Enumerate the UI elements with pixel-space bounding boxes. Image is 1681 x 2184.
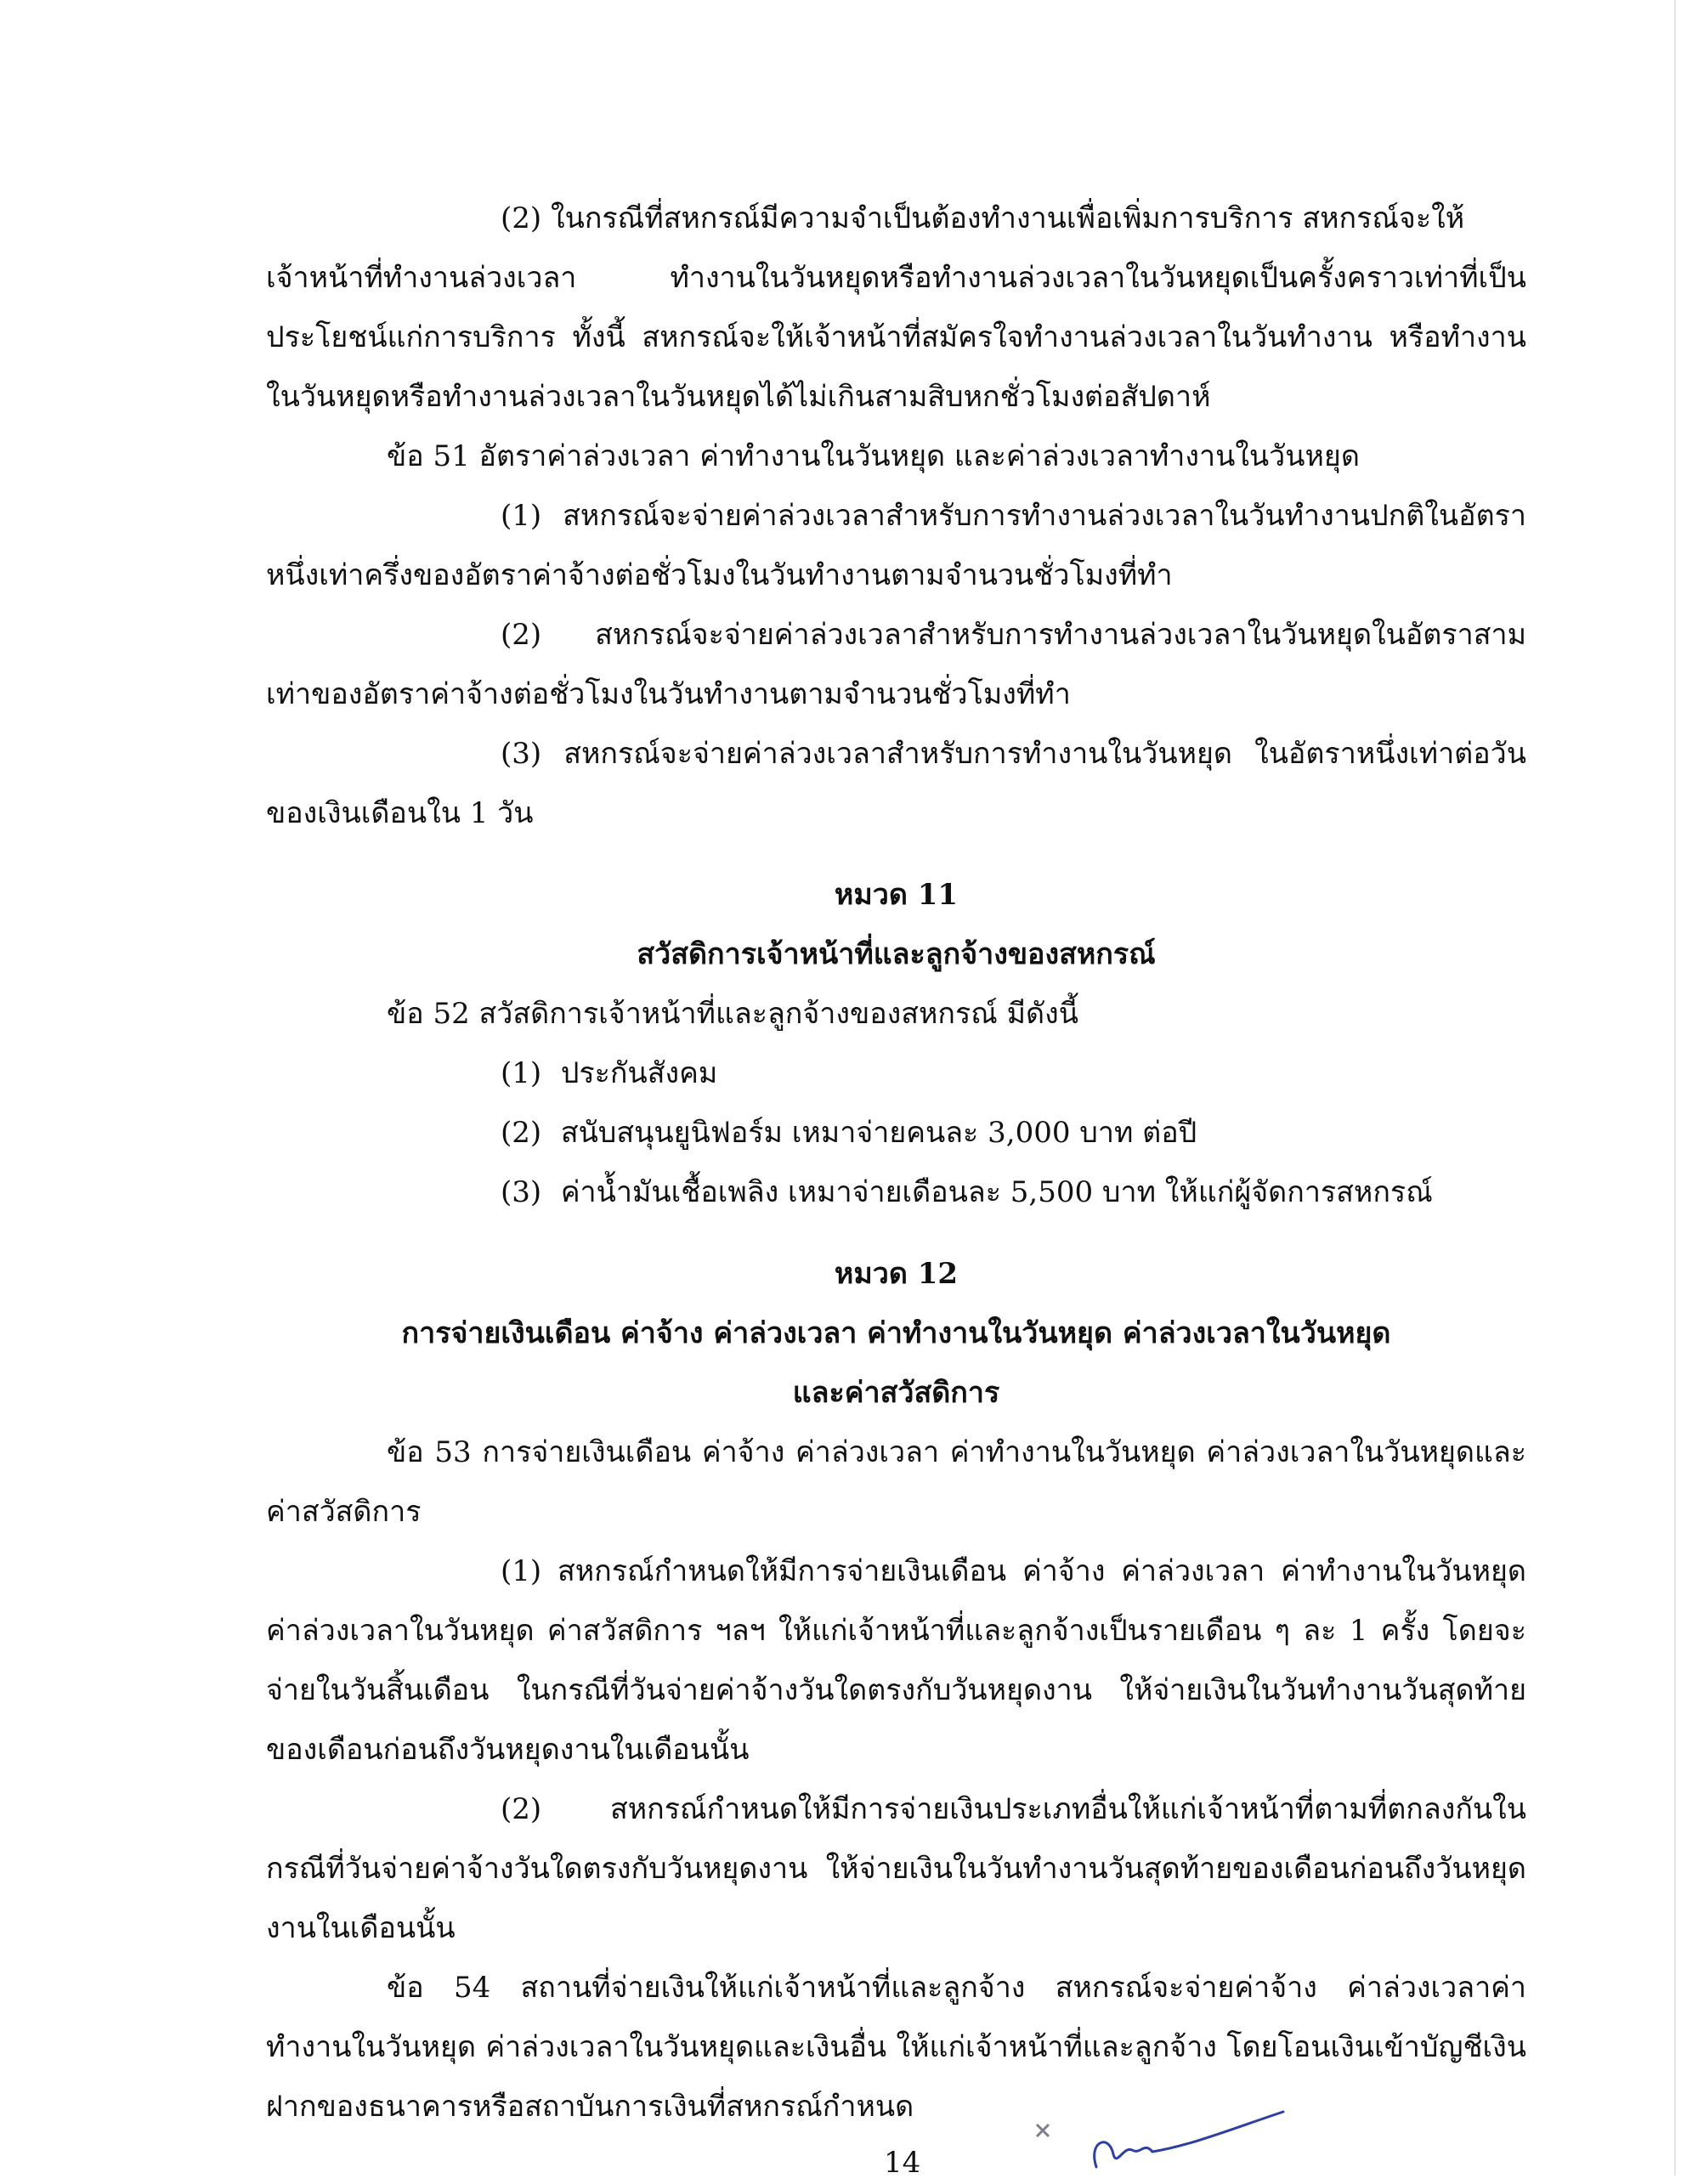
article-53-item-2: (2) สหกรณ์กำหนดให้มีการจ่ายเงินประเภทอื่นให้แก่เจ้าหน้าที่ตามที่ตกลงกันในกรณีที่วันจ่ายค่าจ้างวันใดตรงกับวันหยุดงาน ให้จ่ายเงินในวันทำงานวันสุดท้ายของเดือนก่อนถึงวันหยุดงานในเดือนนั้น (266, 1792, 1526, 1945)
page-edge-line (1674, 0, 1676, 2176)
page-number: 14 (884, 2146, 921, 2180)
article-52-item (266, 1103, 1526, 1163)
article-54: ข้อ 54 สถานที่จ่ายเงินให้แก่เจ้าหน้าที่และลูกจ้าง สหกรณ์จะจ่ายค่าจ้าง ค่าล่วงเวลาค่าทำงานในวันหยุด ค่าล่วงเวลาในวันหยุดและเงินอื่น ให้แก่เจ้าหน้าที่และลูกจ้าง โดยโอนเงินเข้าบัญชีเงินฝากของธนาคารหรือสถาบันการเงินที่สหกรณ์กำหนด (266, 1971, 1526, 2124)
article-51-item-2: (2) สหกรณ์จะจ่ายค่าล่วงเวลาสำหรับการทำงานล่วงเวลาในวันหยุดในอัตราสามเท่าของอัตราค่าจ้างต่อชั่วโมงในวันทำงานตามจำนวนชั่วโมงที่ทำ (266, 618, 1526, 711)
item-number: (2) (501, 1116, 542, 1150)
chapter-12-title-line-2: และค่าสวัสดิการ (792, 1376, 1000, 1410)
item-text: ประกันสังคม (560, 1056, 718, 1090)
chapter-12-number: หมวด 12 (834, 1257, 959, 1291)
article-51-item-1: (1) สหกรณ์จะจ่ายค่าล่วงเวลาสำหรับการทำงานล่วงเวลาในวันทำงานปกติในอัตราหนึ่งเท่าครึ่งของอัตราค่าจ้างต่อชั่วโมงในวันทำงานตามจำนวนชั่วโมงที่ทำ (266, 499, 1526, 592)
paragraph-50-2-first: (2) ในกรณีที่สหกรณ์มีความจำเป็นต้องทำงานเพื่อเพิ่มการบริการ สหกรณ์จะให้ (501, 201, 1465, 235)
item-number: (3) (501, 1175, 542, 1209)
item-number: (1) (501, 1056, 542, 1090)
article-52-title: ข้อ 52 สวัสดิการเจ้าหน้าที่และลูกจ้างของสหกรณ์ มีดังนี้ (387, 997, 1078, 1031)
article-52-item (266, 1044, 1526, 1103)
paragraph-50-2-rest: เจ้าหน้าที่ทำงานล่วงเวลา ทำงานในวันหยุดหรือทำงานล่วงเวลาในวันหยุดเป็นครั้งคราวเท่าที่เป็นประโยชน์แก่การบริการ ทั้งนี้ สหกรณ์จะให้เจ้าหน้าที่สมัครใจทำงานล่วงเวลาในวันทำงาน หรือทำงานในวันหยุดหรือทำงานล่วงเวลาในวันหยุดได้ไม่เกินสามสิบหกชั่วโมงต่อสัปดาห์ (266, 261, 1526, 414)
article-51-title: ข้อ 51 อัตราค่าล่วงเวลา ค่าทำงานในวันหยุด และค่าล่วงเวลาทำงานในวันหยุด (387, 439, 1360, 473)
article-53-item-1: (1) สหกรณ์กำหนดให้มีการจ่ายเงินเดือน ค่าจ้าง ค่าล่วงเวลา ค่าทำงานในวันหยุดค่าล่วงเวลาในวันหยุด ค่าสวัสดิการ ฯลฯ ให้แก่เจ้าหน้าที่และลูกจ้างเป็นรายเดือน ๆ ละ 1 ครั้ง โดยจะจ่ายในวันสิ้นเดือน ในกรณีที่วันจ่ายค่าจ้างวันใดตรงกับวันหยุดงาน ให้จ่ายเงินในวันทำงานวันสุดท้ายของเดือนก่อนถึงวันหยุดงานในเดือนนั้น (266, 1554, 1526, 1767)
chapter-11-title: สวัสดิการเจ้าหน้าที่และลูกจ้างของสหกรณ์ (637, 937, 1156, 971)
item-text: สนับสนุนยูนิฟอร์ม เหมาจ่ายคนละ 3,000 บาท ต่อปี (560, 1116, 1197, 1150)
article-52-item (266, 1163, 1526, 1222)
article-51-item-3: (3) สหกรณ์จะจ่ายค่าล่วงเวลาสำหรับการทำงานในวันหยุด ในอัตราหนึ่งเท่าต่อวันของเงินเดือนใน 1 วัน (266, 737, 1526, 830)
chapter-12-title-line-1: การจ่ายเงินเดือน ค่าจ้าง ค่าล่วงเวลา ค่าทำงานในวันหยุด ค่าล่วงเวลาในวันหยุด (401, 1316, 1391, 1350)
document-body (266, 189, 1526, 2136)
chapter-11-number: หมวด 11 (834, 878, 959, 912)
signature-mark (1028, 2108, 1300, 2176)
item-text: ค่าน้ำมันเชื้อเพลิง เหมาจ่ายเดือนละ 5,500 บาท ให้แก่ผู้จัดการสหกรณ์ (560, 1175, 1433, 1209)
article-53-title: ข้อ 53 การจ่ายเงินเดือน ค่าจ้าง ค่าล่วงเวลา ค่าทำงานในวันหยุด ค่าล่วงเวลาในวันหยุดและค่าสวัสดิการ (266, 1435, 1526, 1529)
